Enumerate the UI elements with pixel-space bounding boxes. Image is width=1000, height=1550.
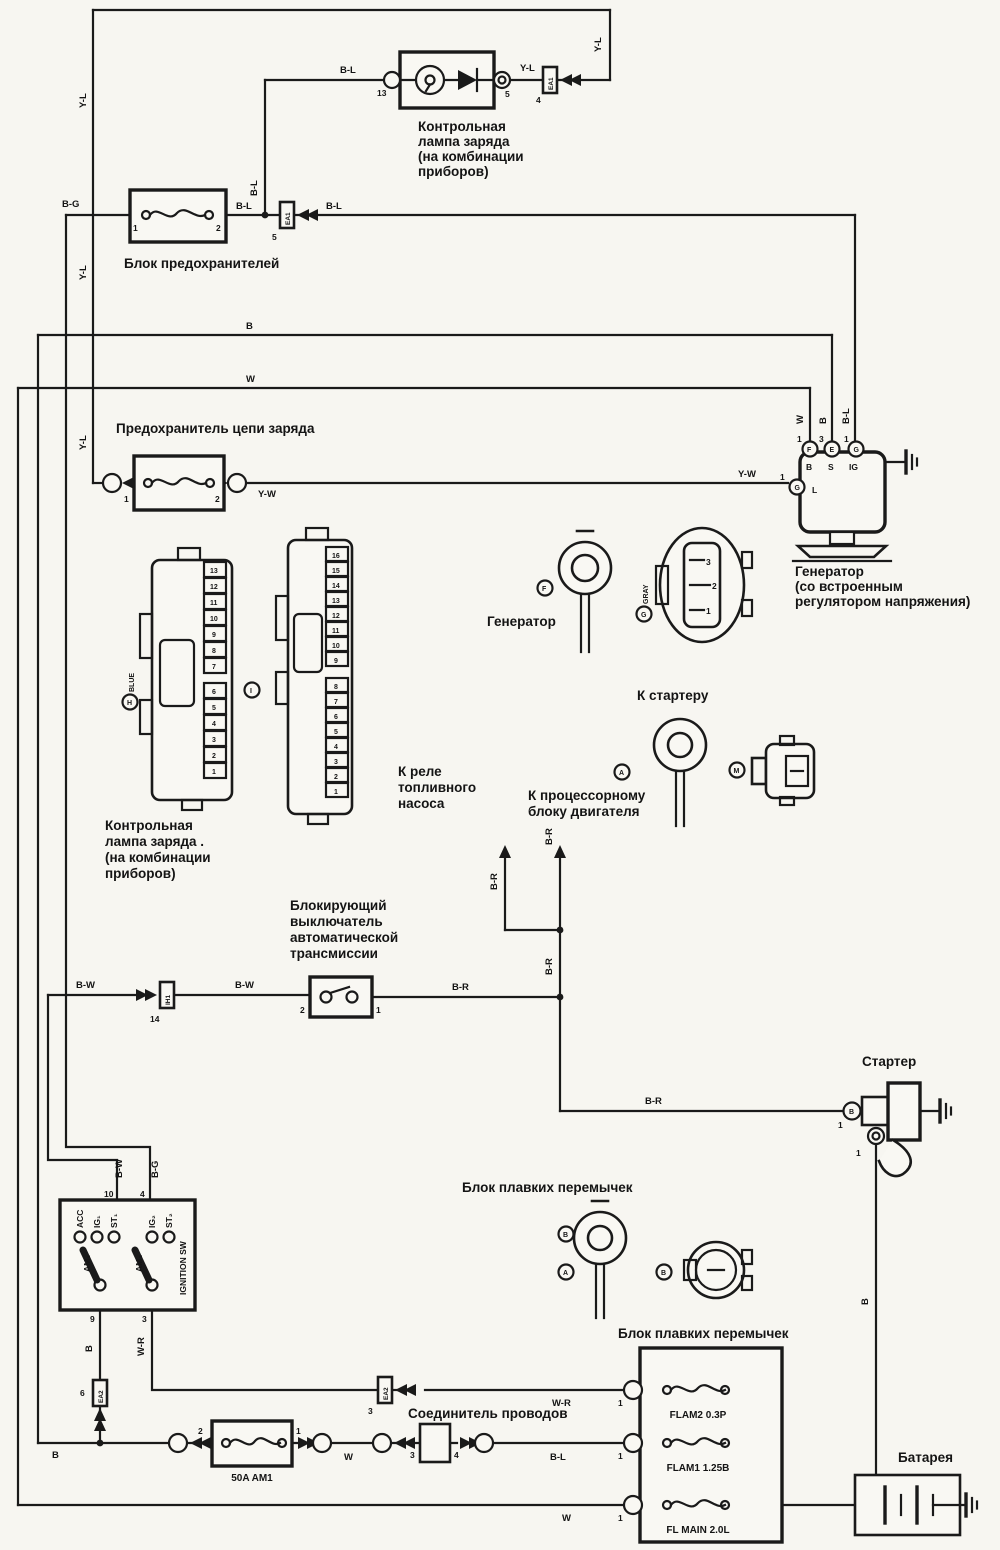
pin-number: 4 [454,1450,459,1460]
component-label: лампа заряда . [105,834,205,849]
connector-code: A [619,770,625,777]
connector-code: M [733,768,740,775]
component-label: приборов) [418,164,489,179]
generator-ring-terminal [487,531,611,652]
component-label: блоку двигателя [528,804,640,819]
pin-number: 2 [212,753,216,760]
pin-number: 4 [212,721,216,728]
component-label: Блок предохранителей [124,256,280,271]
connector-code: G [641,612,647,619]
interlock-switch [136,898,398,1024]
pin-number: 13 [377,88,387,98]
component-label: трансмиссии [290,946,378,961]
wire-label-bg: B-G [150,1160,161,1178]
wire-label-wr: W-R [136,1337,147,1356]
pin-number: 3 [706,557,711,567]
pin-number: 3 [142,1314,147,1324]
pin-number: 5 [212,705,216,712]
terminal-label: ST₂ [164,1213,174,1228]
terminal-label: ST₁ [109,1213,119,1228]
pin-number: 7 [334,699,338,706]
wire-label-w: W [562,1513,571,1524]
wire-label-bw: B-W [114,1159,125,1178]
component-label: Контрольная [418,119,506,134]
wire-label-br: B-R [544,828,555,845]
connector-code: A [563,1270,569,1277]
pin-number: 8 [212,648,216,655]
wire-label-bw: B-W [235,980,254,991]
pin-number: 11 [210,600,218,607]
pin-number: 3 [368,1406,373,1416]
pin-number: 10 [332,643,340,650]
component-label: (на комбинации [105,850,211,865]
pin-number: 9 [212,632,216,639]
terminal-label: L [812,485,818,495]
component-label: лампа заряда [418,134,510,149]
pin-number: 4 [334,744,338,751]
pin-number: 1 [618,1398,623,1408]
component-label: Соединитель проводов [408,1406,568,1421]
wire-label-yw: Y-W [258,489,276,500]
ground-icon [906,451,917,473]
pin-number: 1 [124,494,129,504]
connector-code: EA2 [98,1390,105,1403]
wire-label-w: W [795,415,806,424]
to-ecu-label [528,788,646,819]
terminal-label: AM₁ [82,1255,92,1272]
starter-drive-icon [879,1140,911,1176]
pin-number: 1 [376,1005,381,1015]
pin-number: 10 [210,616,218,623]
connector-code: E [829,447,835,454]
component-label: насоса [398,796,445,811]
pin-number: 1 [844,434,849,444]
wire-label-w: W [246,374,255,385]
fuse-block [124,190,318,271]
to-starter-group [615,688,815,826]
pin-number: 2 [334,774,338,781]
starter [838,1054,951,1176]
pin-number: 1 [296,1426,301,1436]
fusible-link-block [618,1326,789,1542]
wire-label-br: B-R [645,1096,662,1107]
connector-code: B [563,1232,569,1239]
pin-number: 5 [272,232,277,242]
charge-circuit-fuse [103,421,315,510]
wire-label-wr: W-R [552,1398,571,1409]
pin-number: 6 [80,1388,85,1398]
terminal-label: AM₂ [134,1255,144,1272]
generator-unit [780,434,970,609]
pin-number: 1 [856,1148,861,1158]
cluster-label [105,818,211,881]
connector-code: F [807,447,812,454]
cluster-connector-blue [123,548,233,810]
wire-label-yl: Y-L [78,265,89,280]
wire-label-yl: Y-L [78,93,89,108]
component-label: К реле [398,764,442,779]
wire-label-yl: Y-L [520,63,535,74]
generator-pulley [830,532,854,544]
component-label: Блок плавких перемычек [618,1326,789,1341]
pin-number: 15 [332,568,340,575]
component-label: К стартеру [637,688,709,703]
lamp-icon [416,66,444,94]
wire-label-b: B [246,321,253,332]
pin-number: 10 [104,1189,114,1199]
connector-code: I [250,688,252,695]
pin-number: 8 [334,684,338,691]
pin-number: 1 [706,606,711,616]
pin-number: 2 [300,1005,305,1015]
ground-icon [966,1494,977,1516]
component-label: Генератор [487,614,556,629]
wire-label-bw: B-W [76,980,95,991]
pin-number: 4 [140,1189,145,1199]
charge-warning-lamp [377,52,581,179]
connector-code: F [542,586,547,593]
ring-terminal-icon [654,719,706,771]
wire-label-w: W [344,1452,353,1463]
pin-number: 5 [334,729,338,736]
component-label: Предохранитель цепи заряда [116,421,315,436]
component-label: Батарея [898,1450,953,1465]
ignition-switch [60,1189,195,1324]
pin-number: 9 [90,1314,95,1324]
wire-label-bl: B-L [236,201,252,212]
wire-label-bl: B-L [326,201,342,212]
pin-number: 2 [216,223,221,233]
pin-number: 14 [150,1014,160,1024]
pin-number: 1 [780,472,785,482]
connector-color-label: GRAY [643,584,650,604]
connector-code: G [794,485,800,492]
pin-number: 6 [334,714,338,721]
pin-number: 3 [212,737,216,744]
pin-number: 1 [838,1120,843,1130]
ring-terminal-icon [574,1212,626,1264]
connector-code: G [853,447,859,454]
pin-number: 7 [212,664,216,671]
connector-code: EA2 [383,1387,390,1400]
pin-number: 5 [505,89,510,99]
pin-number: 1 [212,769,216,776]
component-label: Контрольная [105,818,193,833]
fusible-link-label: FLAM2 0.3P [669,1410,727,1421]
pin-number: 1 [334,789,338,796]
fuse-50a-am1 [169,1421,331,1484]
component-label: Блок плавких перемычек [462,1180,633,1195]
ground-icon [940,1100,951,1122]
connector-color-label: BLUE [129,672,136,692]
to-fuel-relay-label [398,764,476,811]
component-label: Стартер [862,1054,917,1069]
pin-number: 1 [618,1451,623,1461]
pin-number: 9 [334,658,338,665]
wire-label-b: B [860,1298,871,1305]
terminal-label: ACC [75,1209,85,1228]
terminal-label: IG [849,462,858,472]
component-label: приборов) [105,866,176,881]
wire-label-br: B-R [489,873,500,890]
component-label: Блокирующий [290,898,387,913]
wire-label-br: B-R [452,982,469,993]
pin-number: 3 [410,1450,415,1460]
component-label: автоматической [290,930,399,945]
fusible-link-label: FL MAIN 2.0L [666,1525,730,1536]
terminal-label: IG₂ [147,1215,157,1228]
component-label: выключатель [290,914,383,929]
ring-terminal-icon [559,542,611,594]
pin-number: 12 [210,584,218,591]
wire-label-yl: Y-L [78,435,89,450]
pin-number: 14 [332,583,340,590]
pin-number: 13 [332,598,340,605]
connector-code: EA1 [548,77,555,90]
connector-code: B [661,1270,667,1277]
wire-label-bg: B-G [62,199,80,210]
pin-number: 2 [198,1426,203,1436]
component-label: (со встроенным [795,579,903,594]
wire-label-bl: B-L [841,408,852,424]
connector-code: B [849,1109,855,1116]
pin-number: 1 [133,223,138,233]
component-label: Генератор [795,564,864,579]
component-label: (на комбинации [418,149,524,164]
pin-number: 4 [536,95,541,105]
ea2-connector-up [80,1380,107,1431]
terminal-label: B [806,462,813,472]
pin-number: 3 [819,434,824,444]
pin-number: 2 [712,581,717,591]
terminal-label: IG₁ [92,1215,102,1228]
fusible-link-label: FLAM1 1.25B [666,1463,730,1474]
wire-connector [373,1406,568,1462]
pin-number: 6 [212,689,216,696]
cluster-connector-i [245,528,353,824]
pin-number: 1 [797,434,802,444]
pin-number: 11 [332,628,340,635]
wire-label-b: B [818,417,829,424]
pin-number: 2 [215,494,220,504]
wire-label-yw: Y-W [738,469,756,480]
component-label: топливного [398,780,477,795]
pin-number: 13 [210,568,218,575]
battery [855,1450,977,1535]
terminal-label: S [828,462,834,472]
pin-number: 16 [332,553,340,560]
pin-number: 1 [618,1513,623,1523]
wire-label-bl: B-L [249,180,260,196]
wire-label-b: B [84,1345,95,1352]
fuse-rating-label: 50A AM1 [231,1473,273,1484]
connector-code: IH1 [165,994,172,1005]
component-label: регулятором напряжения) [795,594,971,609]
component-label: К процессорному [528,788,646,803]
wire-label-yl: Y-L [593,37,604,52]
component-label: IGNITION SW [178,1241,188,1295]
connector-code: H [127,700,133,707]
gray-oval-connector [637,528,753,642]
connector-code: EA1 [285,212,292,225]
fusible-link-ring-group [462,1180,752,1318]
pin-number: 3 [334,759,338,766]
wire-label-bl: B-L [550,1452,566,1463]
wire-label-b: B [52,1450,59,1461]
wire-label-br: B-R [544,958,555,975]
wire-label-bl: B-L [340,65,356,76]
pin-number: 12 [332,613,340,620]
